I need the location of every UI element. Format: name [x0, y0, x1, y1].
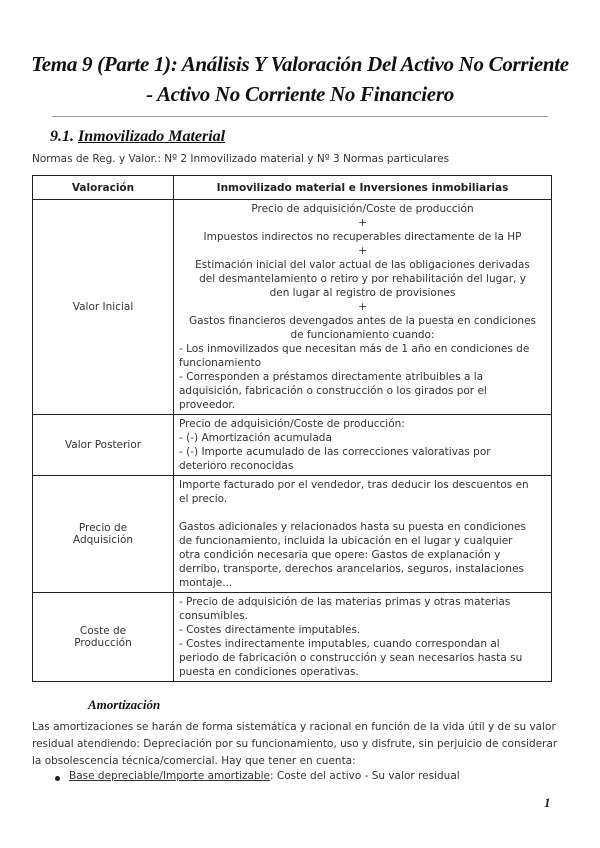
row-value-line: - Corresponden a préstamos directamente atribuibles a la	[179, 371, 484, 383]
valuation-table	[32, 175, 552, 682]
page-number: 1	[544, 795, 551, 810]
row-value	[174, 593, 552, 682]
row-value-line: de funcionamiento cuando:	[290, 329, 435, 341]
row-label-line: Producción	[74, 637, 132, 649]
bullet-dot-icon	[55, 776, 60, 781]
row-value-line: - (-) Importe acumulado de las correcciones valorativas por	[179, 446, 491, 458]
header-valoracion: Valoración	[33, 176, 174, 200]
table-row	[33, 593, 552, 682]
row-value-line	[179, 506, 546, 520]
row-value-line: consumibles.	[179, 610, 248, 622]
row-value-line: adquisición, fabricación o construcción o los girados por el	[179, 385, 487, 397]
table-row	[33, 415, 552, 476]
row-value-line: proveedor.	[179, 399, 236, 411]
row-value-line: del desmantelamiento o retiro y por rehabilitación del lugar, y	[199, 273, 526, 285]
row-value-line: puesta en condiciones operativas.	[179, 666, 359, 678]
document-title-line-1: Tema 9 (Parte 1): Análisis Y Valoración Del Activo No Corriente	[31, 52, 569, 76]
row-label	[33, 415, 174, 476]
row-value-line: otra condición necesaria que opere: Gastos de explanación y	[179, 549, 501, 561]
row-value-line: montaje...	[179, 577, 233, 589]
row-value	[174, 415, 552, 476]
row-label-line: Valor Posterior	[64, 439, 142, 451]
document-title-line-2: - Activo No Corriente No Financiero	[146, 82, 454, 106]
table-row	[33, 200, 552, 415]
row-label	[33, 593, 174, 682]
section-number: 9.1.	[50, 128, 74, 145]
row-value-line: Estimación inicial del valor actual de las obligaciones derivadas	[195, 259, 530, 271]
section-title: Inmovilizado Material	[78, 128, 226, 145]
header-inmovilizado: Inmovilizado material e Inversiones inmobiliarias	[174, 176, 552, 200]
row-value-line: den lugar al registro de provisiones	[269, 287, 456, 299]
row-label-line: Coste de	[79, 625, 127, 637]
bullet-term: Base depreciable/Importe amortizable	[69, 770, 271, 782]
row-label-line: Valor Inicial	[72, 301, 134, 313]
row-value-line: - Los inmovilizados que necesitan más de 1 año en condiciones de	[179, 343, 530, 355]
row-value-line: deterioro reconocidas	[179, 460, 294, 472]
row-value-line: Importe facturado por el vendedor, tras deducir los descuentos en	[179, 479, 529, 491]
row-value	[174, 200, 552, 415]
bullet-item	[63, 770, 460, 782]
row-value	[174, 476, 552, 593]
row-value-line: - Costes indirectamente imputables, cuando correspondan al	[179, 638, 500, 650]
row-value-line: +	[358, 245, 367, 257]
row-value-line: - Precio de adquisición de las materias primas y otras materias	[179, 596, 511, 608]
row-value-line: periodo de fabricación o construcción y sean necesarios hasta su	[179, 652, 523, 664]
row-value-line: +	[358, 301, 367, 313]
row-value-line: Gastos financieros devengados antes de la puesta en condiciones	[188, 315, 537, 327]
table-row	[33, 476, 552, 593]
section-heading	[50, 128, 225, 146]
amortizacion-paragraph: Las amortizaciones se harán de forma sistemática y racional en función de la vida útil y de su valor residual atendiendo: Depreciación por su funcionamiento, uso y disfrute, sin perjuicio de considerar la obsolescencia técnica/comercial. Hay que tener en cuenta:	[32, 721, 558, 767]
row-label	[33, 200, 174, 415]
row-value-line: Precio de adquisición/Coste de producción:	[179, 418, 405, 430]
row-value-line: derribo, transporte, derechos arancelarios, seguros, instalaciones	[179, 563, 525, 575]
row-label-line: Precio de	[78, 522, 128, 534]
row-value-line: Precio de adquisición/Coste de producción	[251, 203, 474, 215]
divider	[52, 116, 548, 117]
row-value-line: de funcionamiento, incluida la ubicación en el lugar y cualquier	[179, 535, 513, 547]
row-label-line: Adquisición	[72, 534, 134, 546]
row-value-line: Gastos adicionales y relacionados hasta su puesta en condiciones	[179, 521, 526, 533]
amortizacion-heading: Amortización	[88, 697, 161, 712]
row-value-line: - Costes directamente imputables.	[179, 624, 361, 636]
bullet-text: : Coste del activo - Su valor residual	[270, 770, 460, 782]
row-value-line: el precio.	[179, 493, 228, 505]
row-value-line: - (-) Amortización acumulada	[179, 432, 332, 444]
normas-text: Normas de Reg. y Valor.: Nº 2 Inmovilizado material y Nº 3 Normas particulares	[32, 153, 450, 165]
row-value-line: funcionamiento	[179, 357, 262, 369]
row-value-line: +	[358, 217, 367, 229]
row-label	[33, 476, 174, 593]
row-value-line: Impuestos indirectos no recuperables directamente de la HP	[203, 231, 522, 243]
